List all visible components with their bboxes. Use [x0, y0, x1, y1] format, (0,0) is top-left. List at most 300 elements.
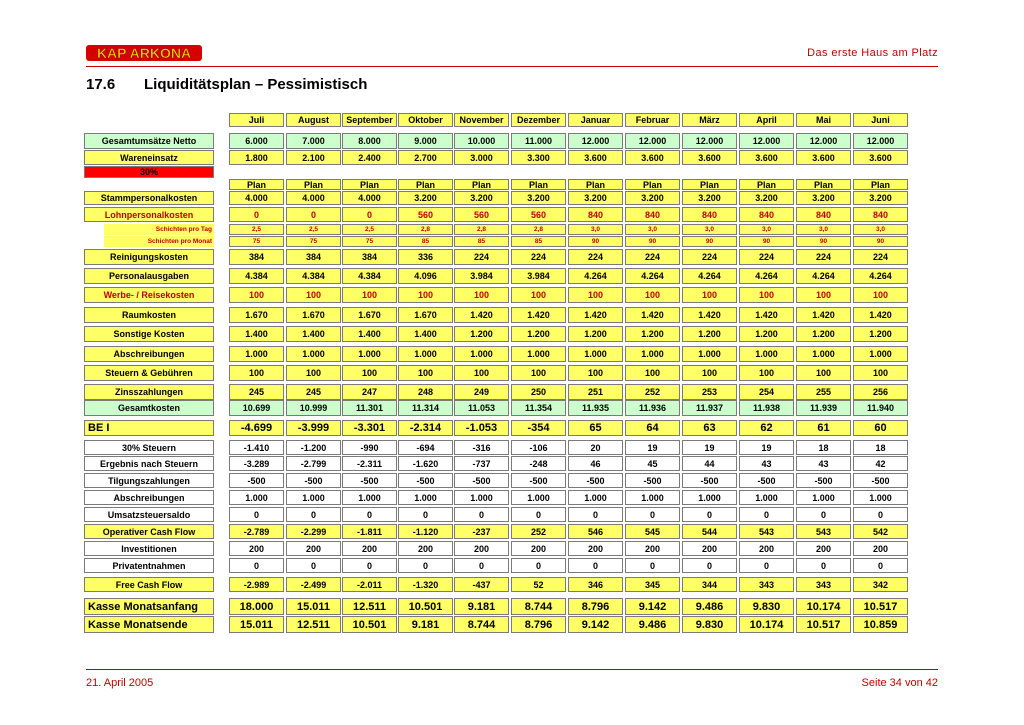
table-cell: 4.264	[796, 268, 851, 284]
table-cell: 100	[511, 287, 566, 303]
month-header: Januar	[568, 113, 623, 127]
table-cell: 1.400	[229, 326, 284, 342]
table-cell: 4.264	[568, 268, 623, 284]
tagline: Das erste Haus am Platz	[807, 47, 938, 59]
table-cell: 0	[568, 507, 623, 522]
table-cell: -500	[739, 473, 794, 488]
table-cell: 4.264	[853, 268, 908, 284]
table-cell: -1.320	[398, 577, 453, 592]
table-cell: 15.011	[286, 598, 341, 615]
table-cell: 2,8	[398, 224, 453, 235]
table-cell: 0	[682, 558, 737, 573]
footer-date: 21. April 2005	[86, 677, 154, 689]
table-cell: 9.181	[398, 616, 453, 633]
table-cell: 1.420	[511, 307, 566, 323]
table-cell: 75	[229, 236, 284, 247]
table-cell: 543	[739, 524, 794, 539]
table-cell: 11.935	[568, 400, 623, 416]
table-cell: 100	[625, 287, 680, 303]
table-cell: 10.859	[853, 616, 908, 633]
table-cell: 1.000	[454, 346, 509, 362]
table-cell: 0	[398, 507, 453, 522]
row-label: Kasse Monatsende	[84, 616, 214, 633]
table-cell: Plan	[342, 179, 397, 190]
table-cell: 4.384	[229, 268, 284, 284]
table-cell: 44	[682, 456, 737, 471]
table-cell: -2.011	[342, 577, 397, 592]
section-title: Liquiditätsplan – Pessimistisch	[144, 76, 368, 93]
row-label: Raumkosten	[84, 307, 214, 323]
table-cell: Plan	[398, 179, 453, 190]
table-cell: 1.420	[853, 307, 908, 323]
table-cell: 9.486	[682, 598, 737, 615]
table-cell: 345	[625, 577, 680, 592]
table-cell: 9.830	[739, 598, 794, 615]
table-cell: 19	[739, 440, 794, 455]
table-cell: -248	[511, 456, 566, 471]
table-cell: 75	[286, 236, 341, 247]
table-cell: 0	[568, 558, 623, 573]
table-cell: 100	[342, 287, 397, 303]
table-cell: -2.789	[229, 524, 284, 539]
table-cell: 1.000	[682, 346, 737, 362]
row-label: Reinigungskosten	[84, 249, 214, 265]
table-cell: 1.000	[739, 490, 794, 505]
table-cell: 1.000	[796, 490, 851, 505]
table-cell: 46	[568, 456, 623, 471]
table-cell: 8.000	[342, 133, 397, 149]
table-cell: 224	[739, 249, 794, 265]
table-cell: Plan	[229, 179, 284, 190]
month-header: März	[682, 113, 737, 127]
table-cell: 8.796	[568, 598, 623, 615]
table-cell: 1.000	[568, 490, 623, 505]
table-cell: -2.314	[398, 420, 453, 436]
table-cell: -437	[454, 577, 509, 592]
table-cell: 0	[682, 507, 737, 522]
table-cell: 200	[398, 541, 453, 556]
table-cell: 3.200	[625, 191, 680, 205]
table-cell: 840	[853, 207, 908, 222]
page-title	[86, 76, 367, 93]
table-cell: 3.984	[511, 268, 566, 284]
row-label: Ergebnis nach Steuern	[84, 456, 214, 471]
table-cell: 100	[853, 287, 908, 303]
table-cell: 90	[682, 236, 737, 247]
table-cell: 1.400	[398, 326, 453, 342]
table-cell: 100	[286, 287, 341, 303]
table-cell: 256	[853, 384, 908, 400]
table-cell: 1.200	[454, 326, 509, 342]
table-cell: 1.000	[342, 490, 397, 505]
table-cell: 90	[625, 236, 680, 247]
table-cell: 85	[398, 236, 453, 247]
table-cell: -2.311	[342, 456, 397, 471]
table-cell: 12.000	[682, 133, 737, 149]
table-cell: 2.400	[342, 150, 397, 165]
table-cell: 90	[739, 236, 794, 247]
table-cell: 1.000	[286, 490, 341, 505]
table-cell: 3,0	[739, 224, 794, 235]
table-cell: 343	[739, 577, 794, 592]
table-cell: 43	[739, 456, 794, 471]
table-cell: -500	[511, 473, 566, 488]
table-cell: Plan	[286, 179, 341, 190]
table-cell: 2,5	[286, 224, 341, 235]
table-cell: -1.200	[286, 440, 341, 455]
table-cell: 15.011	[229, 616, 284, 633]
table-cell: 224	[682, 249, 737, 265]
table-cell: 3.984	[454, 268, 509, 284]
table-cell: 11.301	[342, 400, 397, 416]
row-label: Wareneinsatz	[84, 150, 214, 165]
table-cell: -3.301	[342, 420, 397, 436]
table-cell: 3.200	[682, 191, 737, 205]
table-cell: 7.000	[286, 133, 341, 149]
table-cell: 200	[454, 541, 509, 556]
table-cell: 200	[511, 541, 566, 556]
table-cell: 10.999	[286, 400, 341, 416]
table-cell: 4.264	[739, 268, 794, 284]
table-cell: -500	[796, 473, 851, 488]
table-cell: 200	[853, 541, 908, 556]
table-cell: 19	[682, 440, 737, 455]
table-cell: 343	[796, 577, 851, 592]
table-cell: 200	[796, 541, 851, 556]
row-label: Abschreibungen	[84, 490, 214, 505]
row-label: Gesamtkosten	[84, 400, 214, 416]
table-cell: Plan	[454, 179, 509, 190]
row-label: Steuern & Gebühren	[84, 365, 214, 381]
table-cell: 100	[682, 365, 737, 381]
table-cell: 75	[342, 236, 397, 247]
table-cell: 0	[739, 507, 794, 522]
table-cell: 1.200	[568, 326, 623, 342]
table-cell: 45	[625, 456, 680, 471]
table-cell: -3.999	[286, 420, 341, 436]
row-label: BE I	[84, 420, 214, 436]
table-cell: 384	[342, 249, 397, 265]
table-cell: 100	[739, 365, 794, 381]
table-cell: 0	[342, 507, 397, 522]
table-cell: 1.420	[739, 307, 794, 323]
row-label: Schichten pro Tag	[104, 224, 214, 235]
month-header: Mai	[796, 113, 851, 127]
table-cell: 252	[511, 524, 566, 539]
table-cell: 840	[739, 207, 794, 222]
table-cell: 10.517	[853, 598, 908, 615]
table-cell: 2,5	[229, 224, 284, 235]
table-cell: -500	[625, 473, 680, 488]
table-cell: Plan	[511, 179, 566, 190]
table-cell: 11.937	[682, 400, 737, 416]
row-label: Sonstige Kosten	[84, 326, 214, 342]
table-cell: 100	[229, 365, 284, 381]
table-cell: 546	[568, 524, 623, 539]
table-cell: 840	[568, 207, 623, 222]
table-cell: 4.264	[682, 268, 737, 284]
table-cell: -106	[511, 440, 566, 455]
table-cell: 0	[398, 558, 453, 573]
table-cell: 224	[853, 249, 908, 265]
table-cell: 200	[682, 541, 737, 556]
table-cell: 249	[454, 384, 509, 400]
table-cell: 3.600	[568, 150, 623, 165]
table-cell: -3.289	[229, 456, 284, 471]
table-cell: 10.174	[739, 616, 794, 633]
table-cell: 1.200	[853, 326, 908, 342]
table-cell: Plan	[568, 179, 623, 190]
table-cell: -500	[229, 473, 284, 488]
table-cell: 0	[625, 558, 680, 573]
table-cell: 100	[568, 365, 623, 381]
table-cell: 10.501	[342, 616, 397, 633]
table-cell: 1.000	[853, 490, 908, 505]
table-cell: 1.000	[568, 346, 623, 362]
row-label: Umsatzsteuersaldo	[84, 507, 214, 522]
table-cell: 200	[625, 541, 680, 556]
row-label: Gesamtumsätze Netto	[84, 133, 214, 149]
table-cell: 0	[286, 558, 341, 573]
table-cell: 11.314	[398, 400, 453, 416]
table-cell: 1.000	[398, 346, 453, 362]
table-cell: 560	[398, 207, 453, 222]
table-cell: 0	[454, 558, 509, 573]
table-cell: -2.799	[286, 456, 341, 471]
table-cell: 224	[568, 249, 623, 265]
table-cell: 1.400	[286, 326, 341, 342]
table-cell: 90	[853, 236, 908, 247]
table-cell: 4.384	[286, 268, 341, 284]
table-cell: 1.000	[796, 346, 851, 362]
table-cell: 1.000	[511, 490, 566, 505]
table-cell: 1.200	[739, 326, 794, 342]
month-header: April	[739, 113, 794, 127]
table-cell: 2,5	[342, 224, 397, 235]
table-cell: 8.744	[454, 616, 509, 633]
month-header: Oktober	[398, 113, 453, 127]
table-cell: 18	[853, 440, 908, 455]
table-cell: 100	[568, 287, 623, 303]
table-cell: -500	[398, 473, 453, 488]
table-cell: 0	[229, 207, 284, 222]
month-header: Juni	[853, 113, 908, 127]
table-cell: 0	[853, 507, 908, 522]
table-cell: 344	[682, 577, 737, 592]
table-cell: 2,8	[454, 224, 509, 235]
table-cell: 0	[853, 558, 908, 573]
table-cell: 100	[229, 287, 284, 303]
table-cell: 4.000	[286, 191, 341, 205]
table-cell: 43	[796, 456, 851, 471]
table-cell: -500	[568, 473, 623, 488]
table-cell: 61	[796, 420, 851, 436]
table-cell: 90	[796, 236, 851, 247]
table-cell: 11.000	[511, 133, 566, 149]
table-cell: 543	[796, 524, 851, 539]
row-label: Zinsszahlungen	[84, 384, 214, 400]
table-cell: -1.620	[398, 456, 453, 471]
table-cell: 10.517	[796, 616, 851, 633]
table-cell: 560	[454, 207, 509, 222]
table-cell: 0	[796, 558, 851, 573]
table-cell: 224	[796, 249, 851, 265]
table-cell: 840	[625, 207, 680, 222]
table-cell: 1.000	[286, 346, 341, 362]
table-cell: 3,0	[796, 224, 851, 235]
table-cell: 1.000	[682, 490, 737, 505]
table-cell: 384	[286, 249, 341, 265]
table-cell: 12.000	[739, 133, 794, 149]
table-cell: 247	[342, 384, 397, 400]
table-cell: 3.600	[682, 150, 737, 165]
table-cell: 0	[625, 507, 680, 522]
table-cell: -1.053	[454, 420, 509, 436]
table-cell: 9.142	[568, 616, 623, 633]
table-cell: 100	[739, 287, 794, 303]
table-cell: 336	[398, 249, 453, 265]
row-label: Operativer Cash Flow	[84, 524, 214, 539]
table-cell: 1.420	[568, 307, 623, 323]
row-label: Lohnpersonalkosten	[84, 207, 214, 222]
table-cell: 3.200	[568, 191, 623, 205]
table-cell: 1.000	[342, 346, 397, 362]
table-cell: 85	[454, 236, 509, 247]
table-cell: 3.600	[796, 150, 851, 165]
table-cell: 1.420	[454, 307, 509, 323]
table-cell: -694	[398, 440, 453, 455]
table-cell: 0	[796, 507, 851, 522]
table-cell: 1.000	[739, 346, 794, 362]
table-cell: 2.700	[398, 150, 453, 165]
table-cell: 840	[682, 207, 737, 222]
table-cell: 6.000	[229, 133, 284, 149]
table-cell: 1.200	[796, 326, 851, 342]
table-cell: 3.200	[511, 191, 566, 205]
table-cell: -500	[342, 473, 397, 488]
table-cell: -500	[286, 473, 341, 488]
table-cell: 1.670	[229, 307, 284, 323]
table-cell: -737	[454, 456, 509, 471]
table-cell: -237	[454, 524, 509, 539]
table-cell: Plan	[739, 179, 794, 190]
table-cell: Plan	[796, 179, 851, 190]
table-cell: 11.938	[739, 400, 794, 416]
table-cell: 100	[511, 365, 566, 381]
table-cell: 200	[739, 541, 794, 556]
table-cell: 9.000	[398, 133, 453, 149]
row-label: 30%	[84, 166, 214, 178]
kap-arkona-logo	[86, 44, 202, 62]
table-cell: -354	[511, 420, 566, 436]
table-cell: 9.181	[454, 598, 509, 615]
table-cell: 4.000	[342, 191, 397, 205]
table-cell: 384	[229, 249, 284, 265]
row-label: Stammpersonalkosten	[84, 191, 214, 205]
table-cell: 248	[398, 384, 453, 400]
table-cell: 90	[568, 236, 623, 247]
table-cell: 18	[796, 440, 851, 455]
month-header: Februar	[625, 113, 680, 127]
table-cell: 52	[511, 577, 566, 592]
table-cell: -2.989	[229, 577, 284, 592]
table-cell: 3.600	[853, 150, 908, 165]
table-cell: 100	[625, 365, 680, 381]
row-label: Abschreibungen	[84, 346, 214, 362]
table-cell: 1.670	[398, 307, 453, 323]
table-cell: 1.000	[625, 346, 680, 362]
table-cell: -316	[454, 440, 509, 455]
table-cell: 253	[682, 384, 737, 400]
svg-text:KAP ARKONA: KAP ARKONA	[96, 45, 192, 61]
table-cell: 3,0	[625, 224, 680, 235]
table-cell: 4.000	[229, 191, 284, 205]
table-cell: 11.354	[511, 400, 566, 416]
table-cell: 12.000	[853, 133, 908, 149]
table-cell: 3.200	[739, 191, 794, 205]
table-cell: 1.200	[511, 326, 566, 342]
table-cell: 10.174	[796, 598, 851, 615]
row-label: Privatentnahmen	[84, 558, 214, 573]
table-cell: 18.000	[229, 598, 284, 615]
table-cell: -990	[342, 440, 397, 455]
row-label: Tilgungszahlungen	[84, 473, 214, 488]
table-cell: 252	[625, 384, 680, 400]
month-header: November	[454, 113, 509, 127]
table-cell: 12.511	[342, 598, 397, 615]
table-cell: -500	[454, 473, 509, 488]
table-cell: 10.699	[229, 400, 284, 416]
table-cell: Plan	[682, 179, 737, 190]
row-label: Personalausgaben	[84, 268, 214, 284]
table-cell: 85	[511, 236, 566, 247]
table-cell: 245	[286, 384, 341, 400]
table-cell: 0	[342, 558, 397, 573]
table-cell: 245	[229, 384, 284, 400]
table-cell: 100	[853, 365, 908, 381]
table-cell: 60	[853, 420, 908, 436]
table-cell: 3.200	[853, 191, 908, 205]
table-cell: 1.000	[454, 490, 509, 505]
table-cell: 254	[739, 384, 794, 400]
table-cell: 65	[568, 420, 623, 436]
row-label: Free Cash Flow	[84, 577, 214, 592]
table-cell: 3,0	[568, 224, 623, 235]
table-cell: 10.000	[454, 133, 509, 149]
table-cell: 100	[286, 365, 341, 381]
table-cell: 9.142	[625, 598, 680, 615]
table-cell: 11.939	[796, 400, 851, 416]
table-cell: 1.800	[229, 150, 284, 165]
table-cell: 100	[398, 365, 453, 381]
table-cell: -1.410	[229, 440, 284, 455]
month-header: Juli	[229, 113, 284, 127]
table-cell: 1.670	[286, 307, 341, 323]
table-cell: 251	[568, 384, 623, 400]
table-cell: 100	[342, 365, 397, 381]
table-cell: 200	[286, 541, 341, 556]
table-cell: 63	[682, 420, 737, 436]
table-cell: 0	[229, 507, 284, 522]
row-label: Werbe- / Reisekosten	[84, 287, 214, 303]
table-cell: 11.940	[853, 400, 908, 416]
table-cell: Plan	[625, 179, 680, 190]
row-label: Kasse Monatsanfang	[84, 598, 214, 615]
table-cell: 1.400	[342, 326, 397, 342]
table-cell: 342	[853, 577, 908, 592]
table-cell: 4.264	[625, 268, 680, 284]
table-cell: 224	[625, 249, 680, 265]
